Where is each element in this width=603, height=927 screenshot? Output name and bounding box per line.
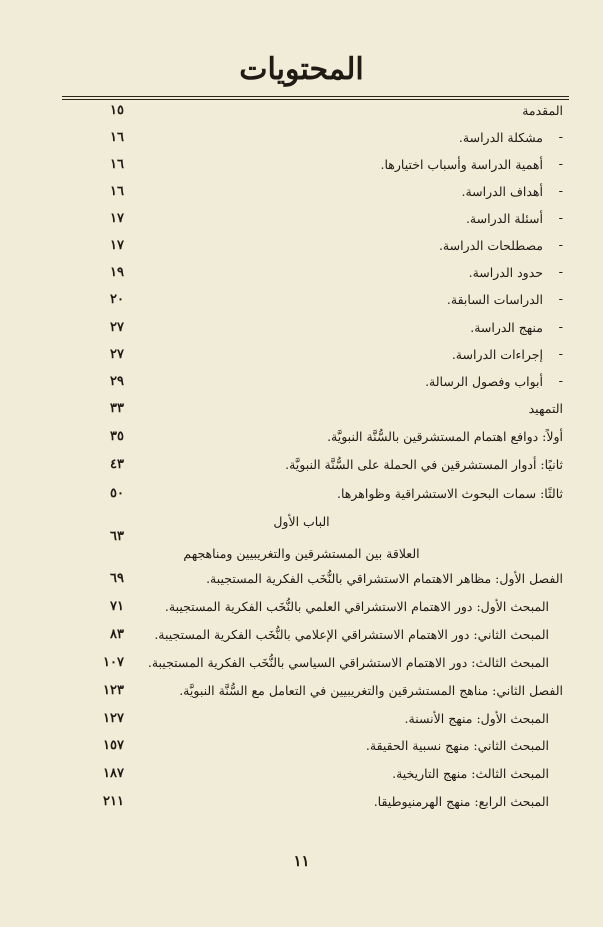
toc-page-number: ١٦ — [110, 183, 124, 199]
toc-entry — [0, 180, 603, 202]
page-title: المحتويات — [239, 52, 364, 87]
toc-entry — [0, 623, 603, 645]
toc-entry — [0, 734, 603, 756]
toc-page-number: ٦٩ — [110, 570, 124, 586]
toc-page-number: ١٨٧ — [103, 765, 124, 781]
toc-page-number: ١٢٣ — [103, 682, 124, 698]
toc-page-number: ٧١ — [110, 598, 124, 614]
toc-entry — [0, 762, 603, 784]
bullet-dash: - — [558, 210, 563, 226]
toc-entry-title: المبحث الرابع: منهج الهرمنيوطيقا. — [373, 793, 549, 809]
toc-entry-title: أولاً: دوافع اهتمام المستشرقين بالسُّنَّة النبويَّة. — [327, 428, 563, 444]
toc-page-number: ٢١١ — [103, 793, 124, 809]
toc-page-number: ١٦ — [110, 156, 124, 172]
toc-page-number: ٤٣ — [110, 456, 124, 472]
toc-entry — [0, 126, 603, 148]
toc-page-number: ٦٣ — [110, 528, 124, 544]
toc-entry-title: المبحث الثالث: دور الاهتمام الاستشراقي السياسي بالنُّخَب الفكرية المستجيبة. — [147, 654, 549, 670]
toc-entry-title: الدراسات السابقة. — [446, 291, 543, 307]
toc-entry — [0, 207, 603, 229]
toc-entry — [0, 397, 603, 419]
toc-entry-title: مشكلة الدراسة. — [458, 129, 543, 145]
toc-entry — [0, 99, 603, 121]
toc-page-number: ١٢٧ — [103, 710, 124, 726]
toc-entry — [0, 567, 603, 589]
section-heading: العلاقة بين المستشرقين والتغريبيين ومناهجهم — [183, 545, 420, 561]
toc-entry — [0, 790, 603, 812]
toc-entry — [0, 542, 603, 564]
toc-entry — [0, 153, 603, 175]
bullet-dash: - — [558, 291, 563, 307]
toc-entry-title: الفصل الثاني: مناهج المستشرقين والتغريبيين في التعامل مع السُّنَّة النبويَّة. — [179, 682, 563, 698]
toc-entry-title: أسئلة الدراسة. — [465, 210, 543, 226]
toc-page-number: ٢٧ — [110, 319, 124, 335]
toc-entry — [0, 234, 603, 256]
toc-entry-title: أهمية الدراسة وأسباب اختيارها. — [380, 156, 543, 172]
toc-entry — [0, 679, 603, 701]
toc-entry — [0, 425, 603, 447]
toc-page-number: ١٥٧ — [103, 737, 124, 753]
toc-entry-title: مصطلحات الدراسة. — [438, 237, 543, 253]
toc-page-number: ١٦ — [110, 129, 124, 145]
toc-entry-title: حدود الدراسة. — [468, 264, 543, 280]
toc-page-number: ١٠٧ — [103, 654, 124, 670]
toc-entry-title: الفصل الأول: مظاهر الاهتمام الاستشراقي بالنُّخَب الفكرية المستجيبة. — [206, 570, 563, 586]
toc-entry-title: المبحث الأول: منهج الأنسنة. — [404, 710, 549, 726]
toc-page-number: ٢٠ — [110, 291, 124, 307]
bullet-dash: - — [558, 346, 563, 362]
bullet-dash: - — [558, 373, 563, 389]
toc-entry-title: إجراءات الدراسة. — [451, 346, 543, 362]
toc-entry-title: المبحث الثاني: دور الاهتمام الاستشراقي الإعلامي بالنُّخَب الفكرية المستجيبة. — [154, 626, 549, 642]
toc-entry — [0, 288, 603, 310]
toc-entry — [0, 370, 603, 392]
bullet-dash: - — [558, 156, 563, 172]
toc-entry-title: ثالثًا: سمات البحوث الاستشراقية وظواهرها. — [336, 485, 563, 501]
toc-entry-title: ثانيًا: أدوار المستشرقين في الحملة على السُّنَّة النبويَّة. — [285, 456, 563, 472]
toc-page-number: ٢٧ — [110, 346, 124, 362]
toc-entry — [0, 343, 603, 365]
toc-entry-title: أهداف الدراسة. — [461, 183, 543, 199]
bullet-dash: - — [558, 264, 563, 280]
toc-entry-title: التمهيد — [528, 400, 563, 416]
section-heading: الباب الأول — [273, 513, 330, 529]
bullet-dash: - — [558, 183, 563, 199]
page-number: ١١ — [293, 852, 310, 870]
bullet-dash: - — [558, 129, 563, 145]
toc-entry — [0, 595, 603, 617]
toc-entry — [0, 316, 603, 338]
toc-entry — [0, 453, 603, 475]
toc-page-number: ٨٣ — [110, 626, 124, 642]
toc-entry-title: المبحث الثاني: منهج نسبية الحقيقة. — [365, 737, 549, 753]
toc-page-number: ٥٠ — [110, 485, 124, 501]
toc-page-number: ١٧ — [110, 210, 124, 226]
toc-entry — [0, 261, 603, 283]
toc-entry-title: المقدمة — [522, 102, 563, 118]
toc-page-number: ١٧ — [110, 237, 124, 253]
toc-entry — [0, 482, 603, 504]
toc-entry-title: أبواب وفصول الرسالة. — [425, 373, 543, 389]
bullet-dash: - — [558, 319, 563, 335]
toc-page-number: ٢٩ — [110, 373, 124, 389]
toc-page-number: ١٩ — [110, 264, 124, 280]
bullet-dash: - — [558, 237, 563, 253]
toc-page-number: ١٥ — [110, 102, 124, 118]
toc-entry-title: المبحث الثالث: منهج التاريخية. — [392, 765, 549, 781]
toc-entry — [0, 707, 603, 729]
toc-page-number: ٣٥ — [110, 428, 124, 444]
toc-entry-title: منهج الدراسة. — [470, 319, 543, 335]
toc-entry — [0, 651, 603, 673]
table-of-contents — [0, 96, 603, 856]
toc-entry-title: المبحث الأول: دور الاهتمام الاستشراقي العلمي بالنُّخَب الفكرية المستجيبة. — [164, 598, 549, 614]
toc-page-number: ٣٣ — [110, 400, 124, 416]
